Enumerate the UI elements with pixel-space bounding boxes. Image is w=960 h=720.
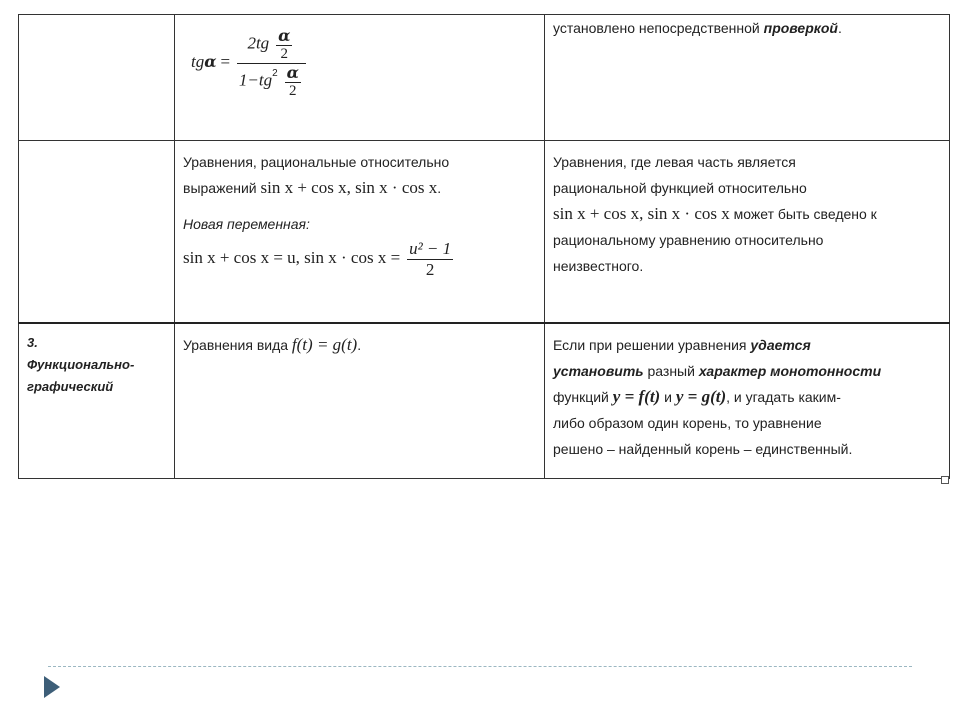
description-cell[interactable] [545, 141, 950, 324]
equation-type-title: Уравнения, рациональные относительно [183, 154, 450, 170]
alpha-symbol: α [278, 26, 291, 45]
main-fraction [237, 27, 306, 100]
denominator-prefix: 1−tg [238, 70, 273, 90]
half-alpha-fraction [276, 27, 292, 63]
equation-type-cell[interactable] [175, 141, 545, 324]
description-line: решено – найденный корень – единственный. [553, 441, 853, 457]
fraction-denominator [237, 64, 306, 100]
description-text: и [664, 389, 672, 405]
equation-type-line2 [183, 175, 536, 201]
description-cell[interactable] [545, 15, 950, 141]
method-number: 3. [27, 335, 38, 350]
description-text: , и угадать каким- [726, 389, 841, 405]
description-text: может быть сведено к [733, 206, 877, 222]
substitution-numerator: u² − 1 [409, 239, 452, 258]
description-text: функций [553, 389, 609, 405]
function-f: y = f(t) [612, 387, 661, 406]
description-line [553, 201, 941, 227]
description-emphasis: удается [750, 337, 811, 353]
description-period: . [837, 20, 842, 36]
trig-expression: sin x + cos x, sin x · cos x [553, 204, 730, 223]
description-text: Если при решении уравнения [553, 337, 747, 353]
period: . [437, 180, 442, 196]
description-emphasis: характер монотонности [698, 363, 882, 379]
methods-table [18, 14, 950, 479]
description-line [553, 384, 941, 410]
numerator-coef: 2tg [247, 33, 270, 53]
function-g: y = g(t) [675, 387, 727, 406]
table-row [19, 323, 950, 479]
table-row [19, 141, 950, 324]
formula-lhs: tg [191, 52, 205, 72]
new-variable-label: Новая переменная: [183, 216, 310, 232]
equation-type-title-end: выражений [183, 180, 257, 196]
substitution-denominator: 2 [425, 260, 435, 279]
method-name-line2: графический [27, 379, 114, 394]
fraction-numerator [237, 27, 306, 64]
method-cell-empty[interactable] [19, 141, 175, 324]
equation-type-title: Уравнения вида [183, 337, 289, 353]
play-arrow-icon [44, 676, 60, 698]
formula-cell[interactable] [175, 15, 545, 141]
substitution-formula [183, 239, 536, 280]
equation-form: f(t) = g(t) [291, 335, 358, 354]
equation-type-cell[interactable] [175, 323, 545, 479]
half-alpha-fraction [285, 64, 301, 100]
description-line: Уравнения, где левая часть является [553, 154, 796, 170]
table-row [19, 15, 950, 141]
description-text: разный [647, 363, 695, 379]
description-line: неизвестного. [553, 258, 644, 274]
trig-expression: sin x + cos x, sin x · cos x [260, 178, 438, 197]
tangent-half-angle-formula [191, 27, 536, 100]
description-line [553, 358, 941, 384]
table-resize-handle[interactable] [941, 476, 949, 484]
description-text: установлено непосредственной [553, 20, 760, 36]
slide-divider [48, 666, 912, 667]
alpha-symbol: α [286, 63, 299, 82]
period: . [357, 337, 362, 353]
description-line: рациональному уравнению относительно [553, 232, 824, 248]
equation-methods-table [18, 14, 948, 477]
equals-sign: = [220, 52, 231, 72]
method-name-line1: Функционально- [27, 357, 135, 372]
description-emphasis: установить [553, 363, 644, 379]
square-exponent: 2 [272, 68, 278, 79]
description-cell[interactable] [545, 323, 950, 479]
description-line: либо образом один корень, то уравнение [553, 415, 822, 431]
description-line [553, 332, 941, 358]
method-cell[interactable] [19, 323, 175, 479]
half-denominator: 2 [280, 46, 288, 62]
description-emphasis: проверкой [763, 20, 838, 36]
description-line: рациональной функцией относительно [553, 180, 807, 196]
substitution-left: sin x + cos x = u, sin x · cos x = [183, 248, 401, 268]
substitution-fraction [407, 239, 453, 280]
alpha-symbol: α [204, 52, 217, 72]
method-cell-empty[interactable] [19, 15, 175, 141]
half-denominator: 2 [288, 83, 297, 99]
